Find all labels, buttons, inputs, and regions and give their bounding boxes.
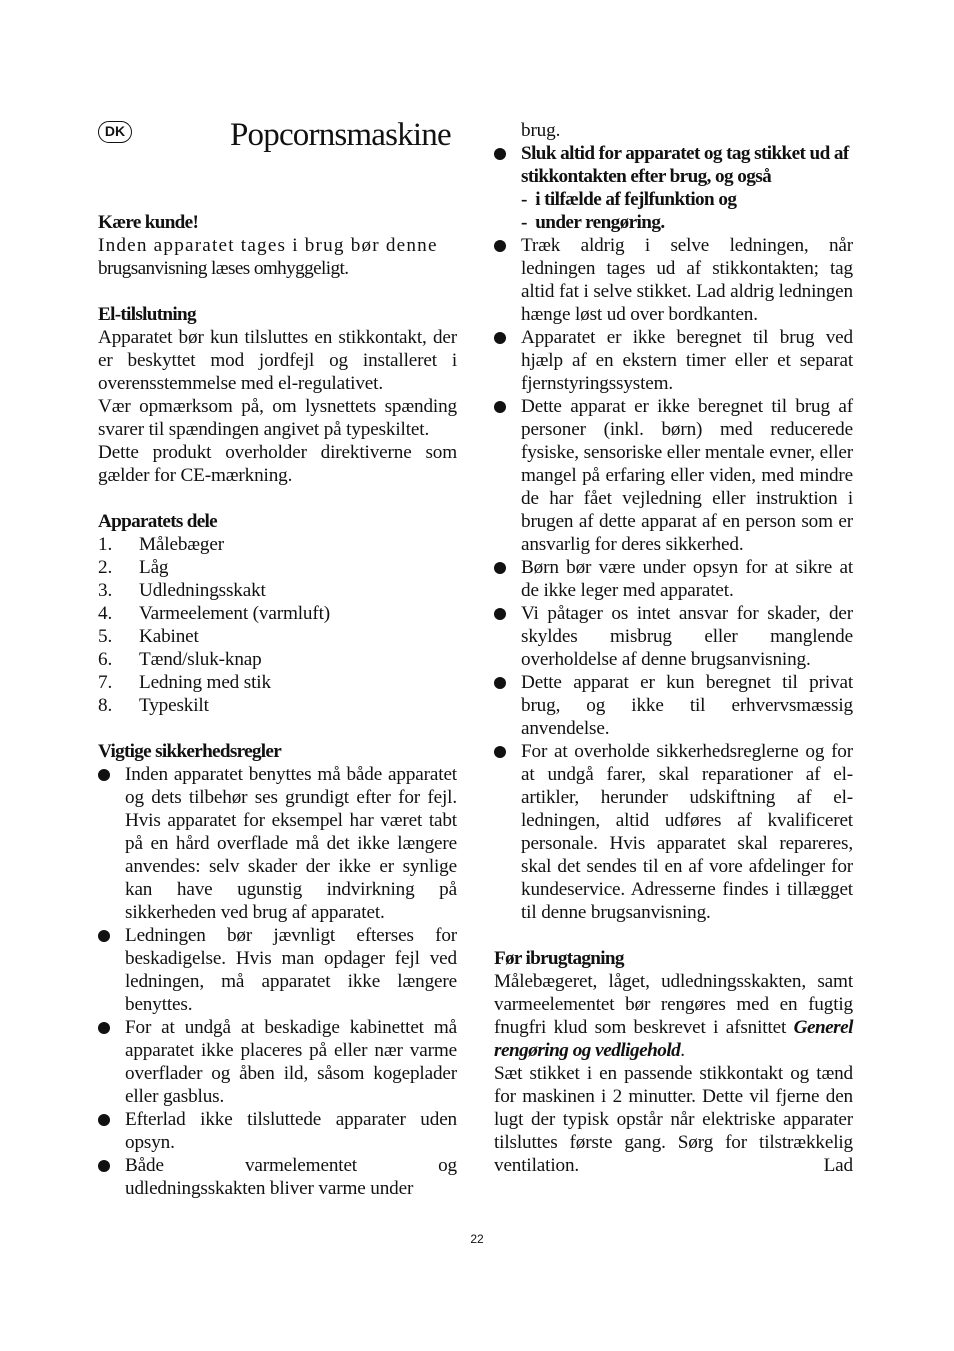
list-item (98, 602, 457, 625)
item-number: 1. (98, 534, 113, 555)
greeting-heading: Kære kunde! (98, 212, 199, 233)
item-label: Ledning med stik (139, 672, 271, 693)
list-item (98, 648, 457, 671)
before-use-paragraph-2: Sæt stikket i en passende stikkontakt og tænd for maskinen i 2 minutter. Dette vil fjerne den lugt der typisk opstår når elektriske apparater tilsluttes første gang. Sørg for tilstrækkelig ventilation. Lad (494, 1063, 853, 1176)
bullet-line: Både varmelementet og (125, 1155, 457, 1176)
item-number: 7. (98, 672, 113, 693)
item-label: Låg (139, 557, 169, 578)
page-number: 22 (470, 1232, 484, 1246)
safety-bullet: Træk aldrig i selve ledningen, når ledningen tages ud af stikkontakten; tag altid fat i selve stikket. Lad aldrig ledningen hænge løst ud over bordkanten. (494, 234, 853, 326)
safety-list-right (494, 119, 853, 924)
item-label: Varmeelement (varmluft) (139, 603, 331, 624)
bullet-line: udledningsskakten bliver varme under (125, 1178, 414, 1199)
section-reference: Generel rengøring og vedligehold (494, 1017, 853, 1061)
before-use-text: Målebægeret, låget, udledningsskakten, samt varmeelementet bør rengøres med en fugtig fnugfri klud som beskrevet i afsnittet (494, 971, 853, 1038)
el-paragraph-3: Dette produkt overholder direktiverne som gælder for CE-mærkning. (98, 442, 457, 486)
list-item (98, 625, 457, 648)
safety-bullet: Dette apparat er kun beregnet til privat brug, og ikke til erhvervsmæssig anvendelse. (494, 671, 853, 740)
item-label: Kabinet (139, 626, 199, 647)
parts-list (98, 533, 457, 717)
list-item (98, 579, 457, 602)
dash-text: i tilfælde af fejlfunktion og (535, 189, 737, 210)
right-column (494, 119, 853, 1177)
el-paragraph-2: Vær opmærksom på, om lysnettets spænding svarer til spændingen angivet på typeskiltet. (98, 396, 457, 440)
safety-bullet: For at overholde sikkerhedsreglerne og for at undgå farer, skal reparationer af el-artikler, herunder udskiftning af el-ledningen, altid udføres af kvalificeret personale. Hvis apparatet skal repareres, skal det sendes til en af vore afdelinger for kundeservice. Adresserne findes i tillægget til denne brugsanvisning. (494, 740, 853, 924)
dash-text: under rengøring. (535, 212, 665, 233)
safety-bullet: For at undgå at beskadige kabinettet må apparatet ikke placeres på eller nær varme overflader og åben ild, såsom kogeplader eller gasblus. (98, 1016, 457, 1108)
left-column (98, 211, 457, 1200)
item-number: 5. (98, 626, 113, 647)
item-label: Udledningsskakt (139, 580, 266, 601)
item-label: Typeskilt (139, 695, 209, 716)
safety-heading: Vigtige sikkerhedsregler (98, 741, 282, 762)
safety-bullet: Vi påtager os intet ansvar for skader, der skyldes misbrug eller manglende overholdelse af denne brugsanvisning. (494, 602, 853, 671)
el-paragraph-1: Apparatet bør kun tilsluttes en stikkontakt, der er beskyttet mod jordfejl og installeret i overensstemmelse med el-regulativet. (98, 327, 457, 394)
list-item (98, 694, 457, 717)
parts-heading: Apparatets dele (98, 511, 217, 532)
greeting-line-2: brugsanvisning læses omhyggeligt. (98, 258, 349, 279)
before-use-heading: Før ibrugtagning (494, 948, 624, 969)
safety-bullet: Apparatet er ikke beregnet til brug ved hjælp af en ekstern timer eller et separat fjernstyringssystem. (494, 326, 853, 395)
el-heading: El-tilslutning (98, 304, 196, 325)
page-title: Popcornsmaskine (230, 117, 451, 153)
safety-bullet (98, 1154, 457, 1200)
list-item (98, 556, 457, 579)
period: . (680, 1040, 685, 1061)
safety-bullet (494, 142, 853, 234)
before-use-paragraph-1 (494, 970, 853, 1062)
language-badge: DK (98, 121, 132, 143)
safety-bullet: Dette apparat er ikke beregnet til brug af personer (inkl. børn) med reducerede fysiske, sensoriske eller mentale evner, eller mangel på erfaring eller viden, med mindre de har fået vejledning eller instruktion i brugen af dette apparat af en person som er ansvarlig for deres sikkerhed. (494, 395, 853, 556)
safety-bullet: Efterlad ikke tilsluttede apparater uden opsyn. (98, 1108, 457, 1154)
bullet-continuation: brug. (521, 120, 561, 141)
bullet-dash-line: - i tilfælde af fejlfunktion og (521, 189, 737, 210)
item-number: 8. (98, 695, 113, 716)
list-item (98, 533, 457, 556)
item-label: Tænd/sluk-knap (139, 649, 262, 670)
safety-bullet: Børn bør være under opsyn for at sikre at de ikke leger med apparatet. (494, 556, 853, 602)
safety-bullet: Ledningen bør jævnligt efterses for beskadigelse. Hvis man opdager fejl ved ledningen, må apparatet ikke længere benyttes. (98, 924, 457, 1016)
item-label: Målebæger (139, 534, 224, 555)
item-number: 4. (98, 603, 113, 624)
safety-bullet: Inden apparatet benyttes må både apparatet og dets tilbehør ses grundigt efter for fejl. Hvis apparatet for eksempel har været tabt på en hård overflade må det ikke længere anvendes: selv skader der ikke er synlige kan have ugunstig indvirkning på sikkerheden ved brug af apparatet. (98, 763, 457, 924)
item-number: 2. (98, 557, 113, 578)
list-item (98, 671, 457, 694)
item-number: 6. (98, 649, 113, 670)
bullet-dash-line: - under rengøring. (521, 212, 665, 233)
bold-bullet-text: Sluk altid for apparatet og tag stikket ud af stikkontakten efter brug, og også (521, 143, 849, 187)
greeting-line-1: Inden apparatet tages i brug bør denne (98, 235, 438, 256)
safety-list-left (98, 763, 457, 1200)
item-number: 3. (98, 580, 113, 601)
